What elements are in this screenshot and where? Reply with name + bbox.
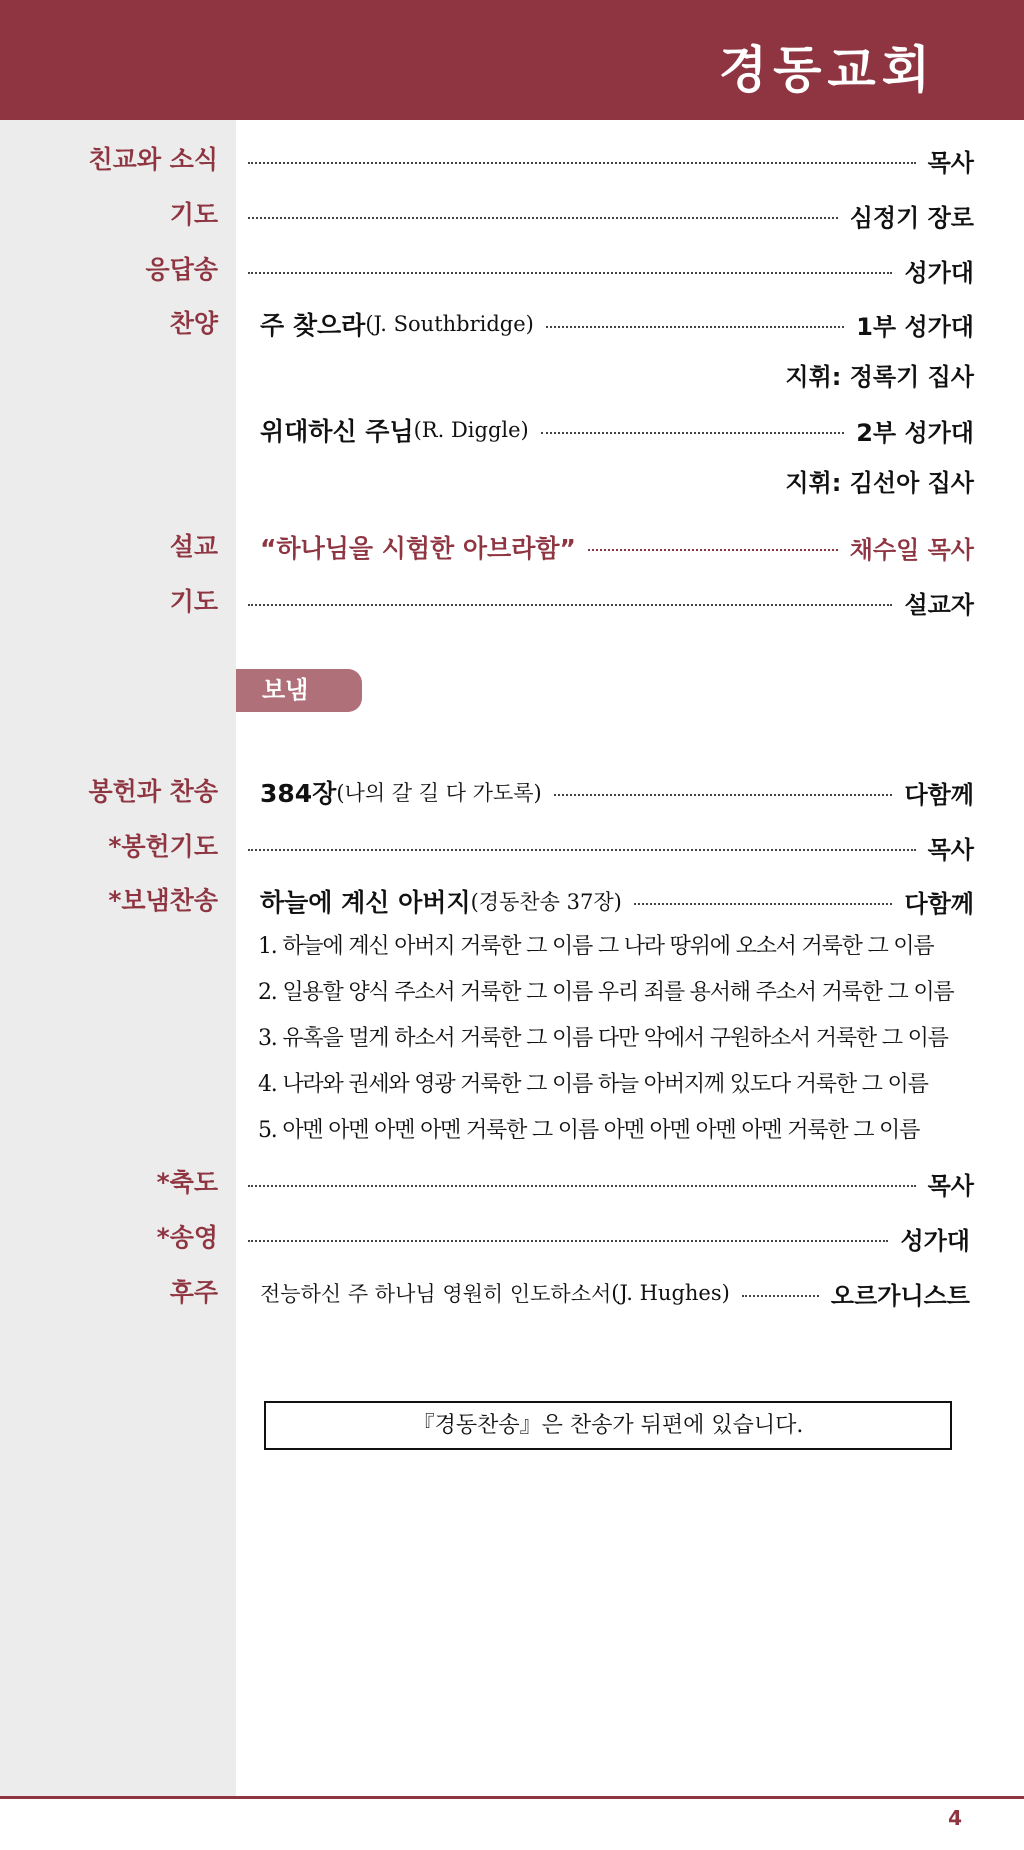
order-label: 찬양 <box>169 309 218 338</box>
leader-dots <box>248 272 892 274</box>
leader-dots <box>248 1185 916 1187</box>
hymn-verse: 1. 하늘에 계신 아버지 거룩한 그 이름 그 나라 땅위에 오소서 거룩한 그 이름 <box>258 934 934 959</box>
hymn-verse: 4. 나라와 권세와 영광 거룩한 그 이름 하늘 아버지께 있도다 거룩한 그 이름 <box>258 1072 928 1097</box>
order-label: *봉헌기도 <box>108 832 218 861</box>
anthem-title: 주 찾으라 <box>260 311 366 340</box>
order-leader: 설교자 <box>904 590 974 619</box>
order-row-offering-prayer <box>0 827 1024 867</box>
leader-dots <box>248 1240 888 1242</box>
hymn-verse: 3. 유혹을 멀게 하소서 거룩한 그 이름 다만 악에서 구원하소서 거룩한 그 이름 <box>258 1026 948 1051</box>
order-leader: 성가대 <box>900 1226 970 1255</box>
postlude-composer: (J. Hughes) <box>611 1281 730 1305</box>
order-leader: 다함께 <box>904 780 974 809</box>
order-leader: 다함께 <box>904 889 974 918</box>
sermon-preacher: 채수일 목사 <box>849 535 974 564</box>
order-row-sermon <box>0 527 1024 567</box>
order-row-anthem-1 <box>0 304 1024 344</box>
leader-dots <box>248 604 892 606</box>
hymnal-note-box: 『경동찬송』은 찬송가 뒤편에 있습니다. <box>264 1401 952 1450</box>
order-label: 후주 <box>169 1278 218 1307</box>
hymn-title: 하늘에 계신 아버지 <box>260 888 471 917</box>
order-leader: 목사 <box>927 148 974 177</box>
order-row-doxology <box>0 1218 1024 1258</box>
page-number: 4 <box>948 1806 962 1830</box>
anthem-conductor: 지휘: 김선아 집사 <box>785 469 974 497</box>
leader-dots <box>546 326 844 328</box>
section-tab-sending: 보냄 <box>236 669 362 712</box>
anthem-performer: 2부 성가대 <box>856 418 974 447</box>
order-label: 기도 <box>169 200 218 229</box>
order-label: 응답송 <box>145 255 218 284</box>
order-label: 기도 <box>169 587 218 616</box>
anthem-title: 위대하신 주님 <box>260 417 414 446</box>
order-label: *축도 <box>156 1168 218 1197</box>
order-row-prayer <box>0 195 1024 235</box>
order-row-sending-hymn <box>0 881 1024 921</box>
hymn-verse: 5. 아멘 아멘 아멘 아멘 거룩한 그 이름 아멘 아멘 아멘 아멘 거룩한 그 이름 <box>258 1118 920 1143</box>
left-sidebar-panel <box>0 120 236 1796</box>
order-row-prayer-2 <box>0 582 1024 622</box>
anthem-composer: (R. Diggle) <box>413 418 529 442</box>
hymn-title: (나의 갈 길 다 가도록) <box>336 781 542 805</box>
order-leader: 목사 <box>927 835 974 864</box>
anthem-conductor: 지휘: 정록기 집사 <box>785 363 974 391</box>
order-row-offering <box>0 772 1024 812</box>
hymn-number: 384장 <box>260 779 337 808</box>
church-logo: 경동교회 <box>718 41 936 99</box>
leader-dots <box>248 217 838 219</box>
leader-dots <box>634 903 893 905</box>
order-label: 친교와 소식 <box>88 145 218 174</box>
order-leader: 목사 <box>927 1171 974 1200</box>
order-row-benediction <box>0 1163 1024 1203</box>
hymn-verse: 2. 일용할 양식 주소서 거룩한 그 이름 우리 죄를 용서해 주소서 거룩한 그 이름 <box>258 980 954 1005</box>
leader-dots <box>588 549 838 551</box>
order-leader: 성가대 <box>904 258 974 287</box>
leader-dots <box>541 432 844 434</box>
order-leader: 오르가니스트 <box>830 1281 970 1310</box>
hymn-source: (경동찬송 37장) <box>470 890 622 914</box>
order-label: *보냄찬송 <box>108 886 218 915</box>
order-row-response <box>0 250 1024 290</box>
order-row-greeting <box>0 140 1024 180</box>
order-row-anthem-2 <box>0 410 1024 450</box>
order-label: 봉헌과 찬송 <box>88 777 218 806</box>
footer-divider <box>0 1796 1024 1799</box>
sermon-title: “하나님을 시험한 아브라함” <box>260 534 576 563</box>
leader-dots <box>248 849 916 851</box>
order-label: 설교 <box>169 532 218 561</box>
postlude-title: 전능하신 주 하나님 영원히 인도하소서 <box>260 1282 612 1306</box>
anthem-composer: (J. Southbridge) <box>365 312 534 336</box>
header-banner <box>0 0 1024 120</box>
anthem-performer: 1부 성가대 <box>856 312 974 341</box>
order-row-postlude <box>0 1273 1024 1313</box>
leader-dots <box>554 794 893 796</box>
order-label: *송영 <box>156 1223 218 1252</box>
order-leader: 심정기 장로 <box>849 203 974 232</box>
leader-dots <box>248 162 916 164</box>
leader-dots <box>742 1295 819 1297</box>
